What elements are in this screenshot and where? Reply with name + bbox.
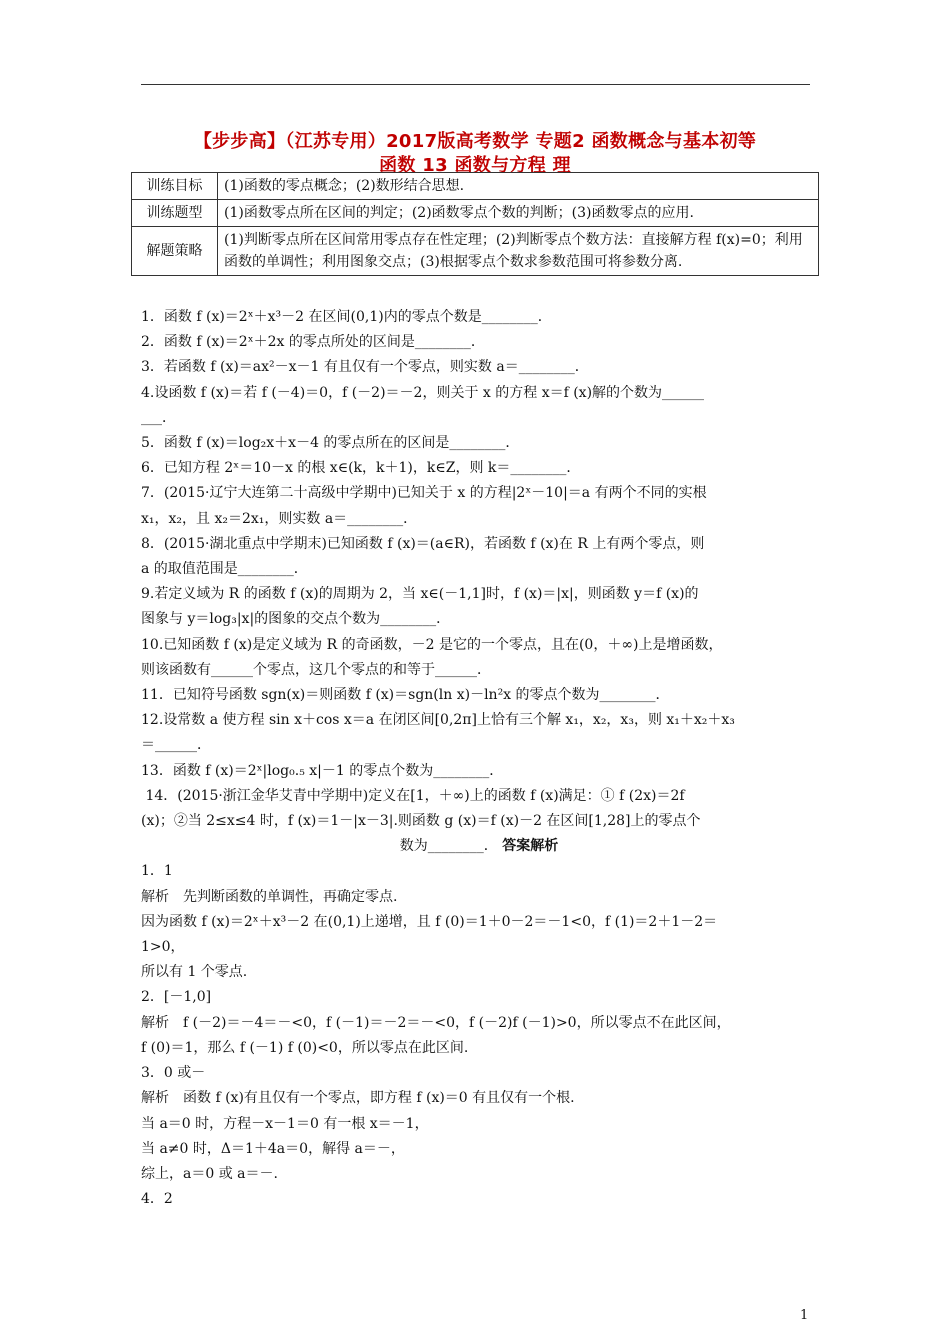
answer-2-line: 解析 f (－2)＝－4＝－<0，f (－1)＝－2＝－<0，f (－2)f (－1)>0，所以零点不在此区间，	[141, 1014, 731, 1031]
answer-2: 2．[－1,0]	[141, 989, 212, 1006]
answer-4: 4．2	[141, 1191, 173, 1208]
problem-14-tail: 数为________．	[399, 838, 498, 855]
problem-8: 8．(2015·湖北重点中学期末)已知函数 f (x)＝(a∈R)，若函数 f (x)在 R 上有两个零点，则	[141, 535, 705, 552]
problem-12-cont: ＝______．	[141, 737, 211, 754]
problem-14: 14．(2015·浙江金华艾青中学期中)定义在[1，＋∞)上的函数 f (x)满足：① f (2x)＝2f	[141, 787, 685, 804]
table-row	[132, 227, 819, 276]
answer-3: 3．0 或－	[141, 1065, 206, 1082]
problem-4-cont: ___．	[141, 409, 176, 426]
table-key-cell: 训练题型	[132, 200, 218, 227]
problem-14-cont: (x)；②当 2≤x≤4 时，f (x)＝1－|x－3|.则函数 g (x)＝f (x)－2 在区间[1,28]上的零点个	[141, 813, 701, 830]
problem-10: 10.已知函数 f (x)是定义域为 R 的奇函数，－2 是它的一个零点，且在(0，＋∞)上是增函数，	[141, 636, 723, 653]
problem-5: 5．函数 f (x)＝log₂x＋x－4 的零点所在的区间是________．	[141, 435, 520, 452]
table-row	[132, 200, 819, 227]
problem-6: 6．已知方程 2ˣ＝10－x 的根 x∈(k，k＋1)，k∈Z，则 k＝________．	[141, 460, 581, 477]
document-title-line-1: 【步步高】（江苏专用）2017版高考数学 专题2 函数概念与基本初等	[193, 131, 757, 152]
answer-3-line: 解析 函数 f (x)有且仅有一个零点，即方程 f (x)＝0 有且仅有一个根.	[141, 1090, 575, 1107]
table-value-cell: (1)函数零点所在区间的判定；(2)函数零点个数的判断；(3)函数零点的应用.	[218, 200, 819, 227]
answer-2-line: f (0)＝1，那么 f (－1) f (0)<0，所以零点在此区间.	[141, 1039, 469, 1056]
answer-1: 1．1	[141, 863, 173, 880]
answer-3-line: 综上，a＝0 或 a＝－.	[141, 1165, 278, 1182]
training-info-table	[131, 172, 819, 276]
problem-2: 2．函数 f (x)＝2ˣ＋2x 的零点所处的区间是________．	[141, 334, 485, 351]
problem-14-end	[141, 834, 817, 859]
table-row	[132, 173, 819, 200]
problem-4: 4.设函数 f (x)＝若 f (－4)＝0，f (－2)＝－2，则关于 x 的方程 x＝f (x)解的个数为______	[141, 384, 705, 401]
document-title-line-2: 函数 13 函数与方程 理	[379, 155, 571, 176]
table-key-cell: 解题策略	[132, 227, 218, 276]
problem-8-cont: a 的取值范围是________．	[141, 561, 308, 578]
answer-1-line: 1>0，	[141, 939, 185, 956]
problem-12: 12.设常数 a 使方程 sin x＋cos x＝a 在闭区间[0,2π]上恰有三个解 x₁，x₂，x₃，则 x₁＋x₂＋x₃	[141, 712, 735, 729]
problem-9-cont: 图象与 y＝log₃|x|的图象的交点个数为________．	[141, 611, 451, 628]
problem-9: 9.若定义域为 R 的函数 f (x)的周期为 2，当 x∈(－1,1]时，f (x)＝|x|，则函数 y＝f (x)的	[141, 586, 699, 603]
answer-1-line: 所以有 1 个零点.	[141, 964, 248, 981]
answer-1-line: 解析 先判断函数的单调性，再确定零点.	[141, 888, 398, 905]
page-number: 1	[800, 1308, 809, 1323]
answer-3-line: 当 a＝0 时，方程－x－1＝0 有一根 x＝－1，	[141, 1115, 429, 1132]
answer-1-line: 因为函数 f (x)＝2ˣ＋x³－2 在(0,1)上递增，且 f (0)＝1＋0－2＝－1<0，f (1)＝2＋1－2＝	[141, 913, 718, 930]
problem-11: 11．已知符号函数 sgn(x)＝则函数 f (x)＝sgn(ln x)－ln²x 的零点个数为________．	[141, 687, 670, 704]
document-body	[141, 305, 817, 1212]
problem-10-cont: 则该函数有______个零点，这几个零点的和等于______．	[141, 661, 491, 678]
problem-3: 3．若函数 f (x)＝ax²－x－1 有且仅有一个零点，则实数 a＝________．	[141, 359, 589, 376]
problem-7-cont: x₁，x₂，且 x₂＝2x₁，则实数 a＝________．	[141, 510, 418, 527]
header-rule	[141, 84, 810, 85]
table-value-cell: (1)判断零点所在区间常用零点存在性定理；(2)判断零点个数方法：直接解方程 f(x)=0；利用函数的单调性；利用图象交点；(3)根据零点个数求参数范围可将参数分离.	[218, 227, 819, 276]
table-key-cell: 训练目标	[132, 173, 218, 200]
answer-3-line: 当 a≠0 时，Δ＝1＋4a＝0，解得 a＝－，	[141, 1140, 405, 1157]
answer-section-heading: 答案解析	[502, 838, 559, 855]
problem-13: 13．函数 f (x)＝2ˣ|log₀.₅ x|－1 的零点个数为________．	[141, 762, 504, 779]
problem-1: 1．函数 f (x)＝2ˣ＋x³－2 在区间(0,1)内的零点个数是________．	[141, 309, 552, 325]
problem-7: 7．(2015·辽宁大连第二十高级中学期中)已知关于 x 的方程|2ˣ－10|＝a 有两个不同的实根	[141, 485, 707, 502]
table-value-cell: (1)函数的零点概念；(2)数形结合思想.	[218, 173, 819, 200]
